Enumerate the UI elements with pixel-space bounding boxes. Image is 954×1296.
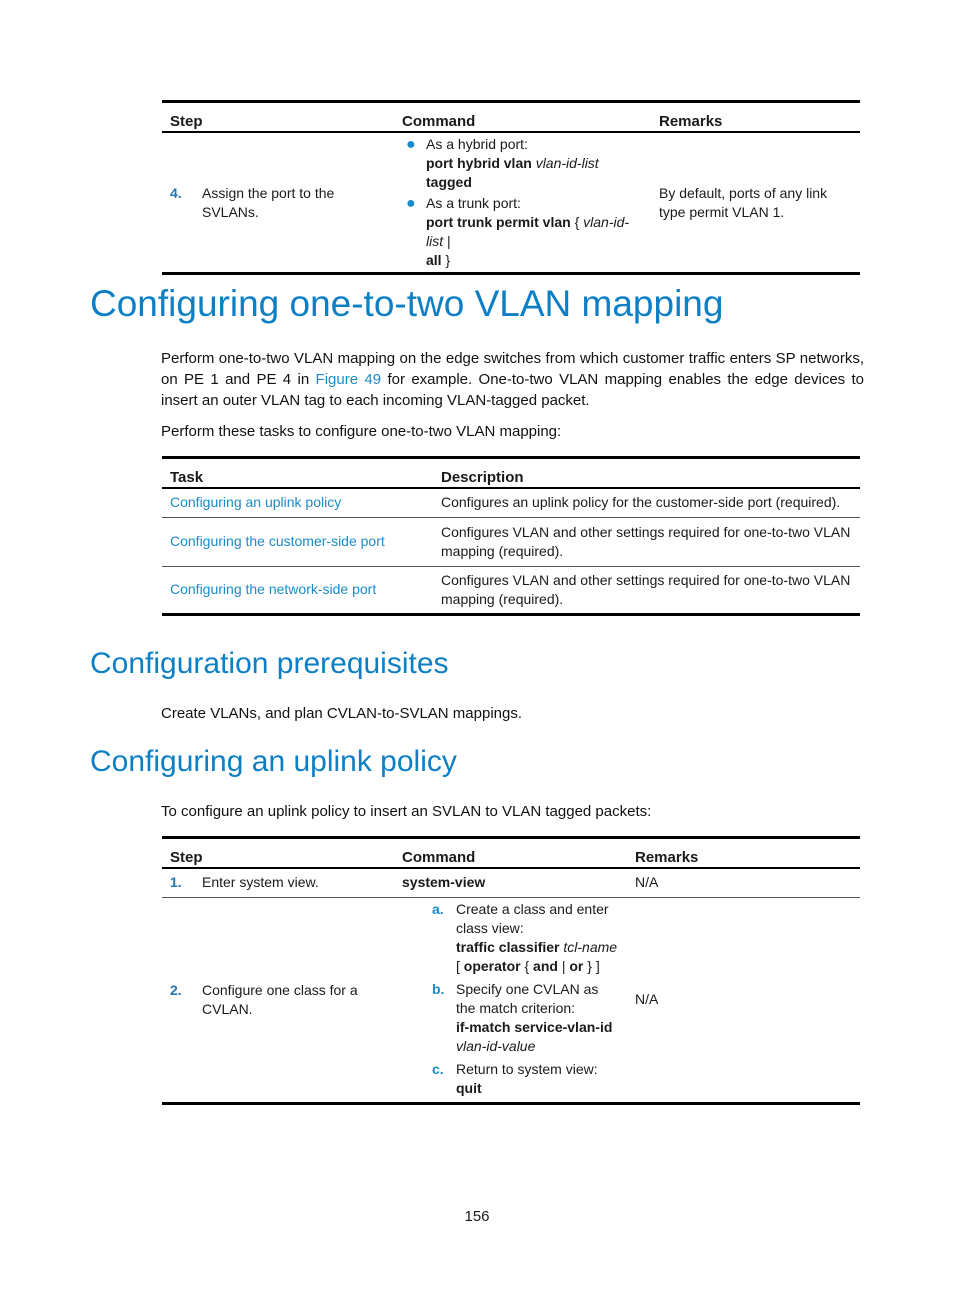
task-description: Configures VLAN and other settings required for one-to-two VLAN mapping (required). <box>433 517 860 566</box>
task-link-uplink-policy[interactable]: Configuring an uplink policy <box>170 494 342 511</box>
task-link-network-side-port[interactable]: Configuring the network-side port <box>170 581 377 597</box>
col-header-command: Command <box>394 102 651 133</box>
table-row <box>162 488 860 517</box>
remarks-text: N/A <box>635 991 659 1007</box>
step-number: 2. <box>170 981 182 998</box>
page-number: 156 <box>464 1208 490 1225</box>
step-text: Assign the port to the SVLANs. <box>202 184 335 220</box>
substep-c: c. Return to system view: quit <box>432 1060 598 1096</box>
substep-b: b. Specify one CVLAN as the match criterion: if-match service-vlan-id vlan-id-value <box>432 980 613 1054</box>
tasks-intro: Perform these tasks to configure one-to-two VLAN mapping: <box>161 423 562 440</box>
table-row <box>162 897 860 1103</box>
col-header-command: Command <box>394 838 627 869</box>
col-header-remarks: Remarks <box>627 838 860 869</box>
step-number: 1. <box>170 874 182 891</box>
bullet-icon: ● <box>406 195 416 212</box>
task-description: Configures an uplink policy for the customer-side port (required). <box>433 488 860 517</box>
substep-a: a. Create a class and enter class view: traffic classifier tcl-name [ operator { and | or } ] <box>432 900 618 974</box>
step-number: 4. <box>170 184 182 201</box>
command-text: system-view <box>402 874 486 891</box>
task-link-customer-side-port[interactable]: Configuring the customer-side port <box>170 533 385 549</box>
uplink-step-table <box>162 836 860 1105</box>
task-table <box>162 456 860 616</box>
remarks-cell: By default, ports of any link type permit VLAN 1. <box>659 184 828 220</box>
command-bullet-trunk: ● As a trunk port: port trunk permit vlan { vlan-id-list | all } <box>406 195 630 268</box>
step-text: Enter system view. <box>202 874 319 891</box>
col-header-step: Step <box>162 102 394 133</box>
uplink-policy-intro: To configure an uplink policy to insert an SVLAN to VLAN tagged packets: <box>161 803 652 820</box>
step-table-top <box>162 100 860 275</box>
task-description: Configures VLAN and other settings required for one-to-two VLAN mapping (required). <box>441 571 851 607</box>
substep-list <box>432 900 619 1098</box>
bullet-icon: ● <box>406 136 416 153</box>
section-title-one-to-two: Configuring one-to-two VLAN mapping <box>90 283 724 324</box>
step-text: Configure one class for a CVLAN. <box>202 981 358 1017</box>
command-bullet-hybrid: ● As a hybrid port: port hybrid vlan vlan-id-list tagged <box>406 136 599 190</box>
col-header-description: Description <box>433 458 860 489</box>
intro-paragraph: Perform one-to-two VLAN mapping on the edge switches from which customer traffic enters SP networks, on PE 1 and PE 4 in Figure 49 for example. One-to-two VLAN mapping enables the edge devices to insert an outer VLAN tag to each incoming VLAN-tagged packet. <box>161 350 865 409</box>
command-cell <box>394 132 651 274</box>
section-title-prerequisites: Configuration prerequisites <box>90 647 449 680</box>
col-header-task: Task <box>162 458 433 489</box>
section-title-uplink-policy: Configuring an uplink policy <box>90 745 457 778</box>
col-header-step: Step <box>162 838 394 869</box>
table-row <box>162 566 860 614</box>
prerequisites-text: Create VLANs, and plan CVLAN-to-SVLAN mappings. <box>161 705 523 722</box>
step-cell <box>162 132 394 274</box>
table-row <box>162 517 860 566</box>
figure-49-link[interactable]: Figure 49 <box>315 371 382 388</box>
col-header-remarks: Remarks <box>651 102 860 133</box>
table-row <box>162 868 860 897</box>
remarks-text: N/A <box>627 868 860 897</box>
